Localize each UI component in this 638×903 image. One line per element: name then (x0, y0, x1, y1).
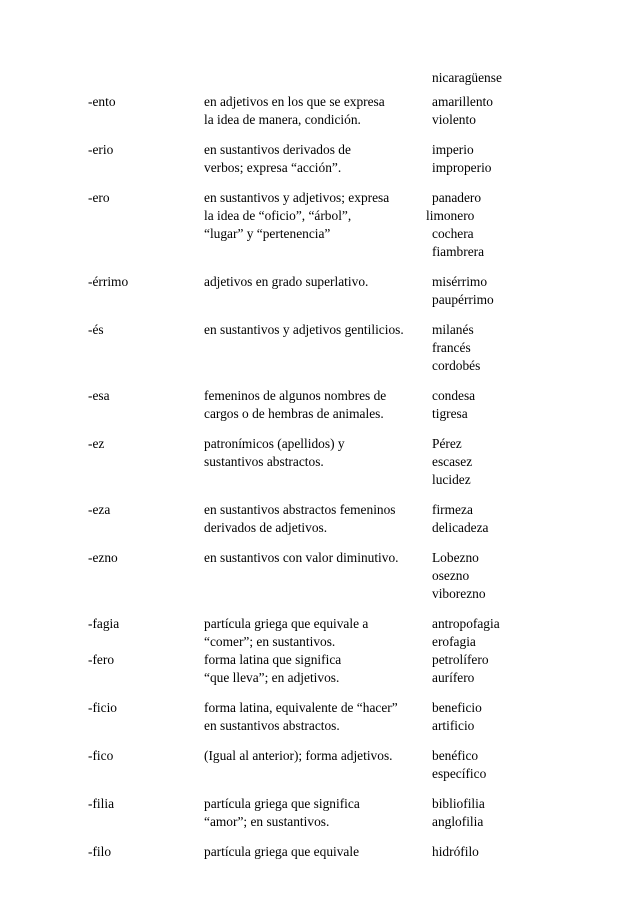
suffix-description: (Igual al anterior); forma adjetivos. (204, 748, 393, 763)
example-word: panadero (432, 190, 482, 205)
suffix-description: en adjetivos en los que se expresa (204, 94, 385, 109)
suffix-description: la idea de manera, condición. (204, 112, 361, 127)
suffix-description: forma latina que significa (204, 652, 342, 667)
example-word: osezno (432, 568, 470, 583)
suffix-label: -filo (88, 844, 112, 859)
example-word: hidrófilo (432, 844, 479, 859)
example-word: paupérrimo (432, 292, 494, 307)
suffix-description: femeninos de algunos nombres de (204, 388, 387, 403)
suffix-description: la idea de “oficio”, “árbol”, (204, 208, 352, 223)
example-word: cordobés (432, 358, 481, 373)
example-word: lucidez (432, 472, 471, 487)
example-word: erofagia (432, 634, 476, 649)
example-word: anglofilia (432, 814, 484, 829)
suffix-description: en sustantivos derivados de (204, 142, 351, 157)
suffix-description: en sustantivos y adjetivos; expresa (204, 190, 390, 205)
suffix-label: -filia (88, 796, 115, 811)
suffix-label: -ento (88, 94, 116, 109)
suffix-label: -eza (88, 502, 111, 517)
example-word: petrolífero (432, 652, 489, 667)
example-word: bibliofilia (432, 796, 485, 811)
suffix-description: en sustantivos abstractos. (204, 718, 340, 733)
example-word: Lobezno (432, 550, 479, 565)
suffix-description: “comer”; en sustantivos. (204, 634, 336, 649)
suffix-label: -fagia (88, 616, 120, 631)
example-word: viborezno (432, 586, 486, 601)
example-word: tigresa (432, 406, 468, 421)
suffix-description: sustantivos abstractos. (204, 454, 324, 469)
example-word: delicadeza (432, 520, 489, 535)
example-word: violento (432, 112, 476, 127)
suffix-label: -fico (88, 748, 114, 763)
suffix-description: en sustantivos con valor diminutivo. (204, 550, 399, 565)
suffix-description: adjetivos en grado superlativo. (204, 274, 369, 289)
suffix-description: partícula griega que significa (204, 796, 360, 811)
example-word: amarillento (432, 94, 493, 109)
example-word: aurífero (432, 670, 475, 685)
example-word: condesa (432, 388, 476, 403)
example-word: misérrimo (432, 274, 488, 289)
example-word: cochera (432, 226, 474, 241)
example-word: específico (432, 766, 487, 781)
example-word: Pérez (432, 436, 462, 451)
suffix-description: derivados de adjetivos. (204, 520, 328, 535)
suffix-description: partícula griega que equivale (204, 844, 360, 859)
suffix-label: -erio (88, 142, 114, 157)
suffix-description: cargos o de hembras de animales. (204, 406, 384, 421)
suffix-label: -és (88, 322, 104, 337)
suffix-description: “lugar” y “pertenencia” (204, 226, 331, 241)
suffix-label: -ero (88, 190, 110, 205)
example-word: benéfico (432, 748, 479, 763)
example-word: limonero (426, 208, 475, 223)
example-word: fiambrera (432, 244, 485, 259)
example-word: firmeza (432, 502, 473, 517)
suffix-label: -esa (88, 388, 110, 403)
suffix-description: en sustantivos abstractos femeninos (204, 502, 396, 517)
suffix-description: verbos; expresa “acción”. (204, 160, 342, 175)
suffix-description: “que lleva”; en adjetivos. (204, 670, 340, 685)
suffix-label: -ficio (88, 700, 117, 715)
example-word: francés (432, 340, 471, 355)
example-word: imperio (432, 142, 474, 157)
suffix-description: partícula griega que equivale a (204, 616, 369, 631)
suffix-label: -fero (88, 652, 115, 667)
suffix-description: en sustantivos y adjetivos gentilicios. (204, 322, 404, 337)
example-word: improperio (432, 160, 492, 175)
example-word: artificio (432, 718, 475, 733)
example-word: milanés (432, 322, 474, 337)
suffix-label: -ez (88, 436, 105, 451)
suffix-description: forma latina, equivalente de “hacer” (204, 700, 398, 715)
example-word: nicaragüense (432, 70, 502, 85)
suffix-label: -ezno (88, 550, 118, 565)
suffix-description: “amor”; en sustantivos. (204, 814, 330, 829)
suffix-label: -érrimo (88, 274, 129, 289)
example-word: beneficio (432, 700, 482, 715)
example-word: antropofagia (432, 616, 500, 631)
example-word: escasez (432, 454, 473, 469)
suffix-description: patronímicos (apellidos) y (204, 436, 345, 451)
